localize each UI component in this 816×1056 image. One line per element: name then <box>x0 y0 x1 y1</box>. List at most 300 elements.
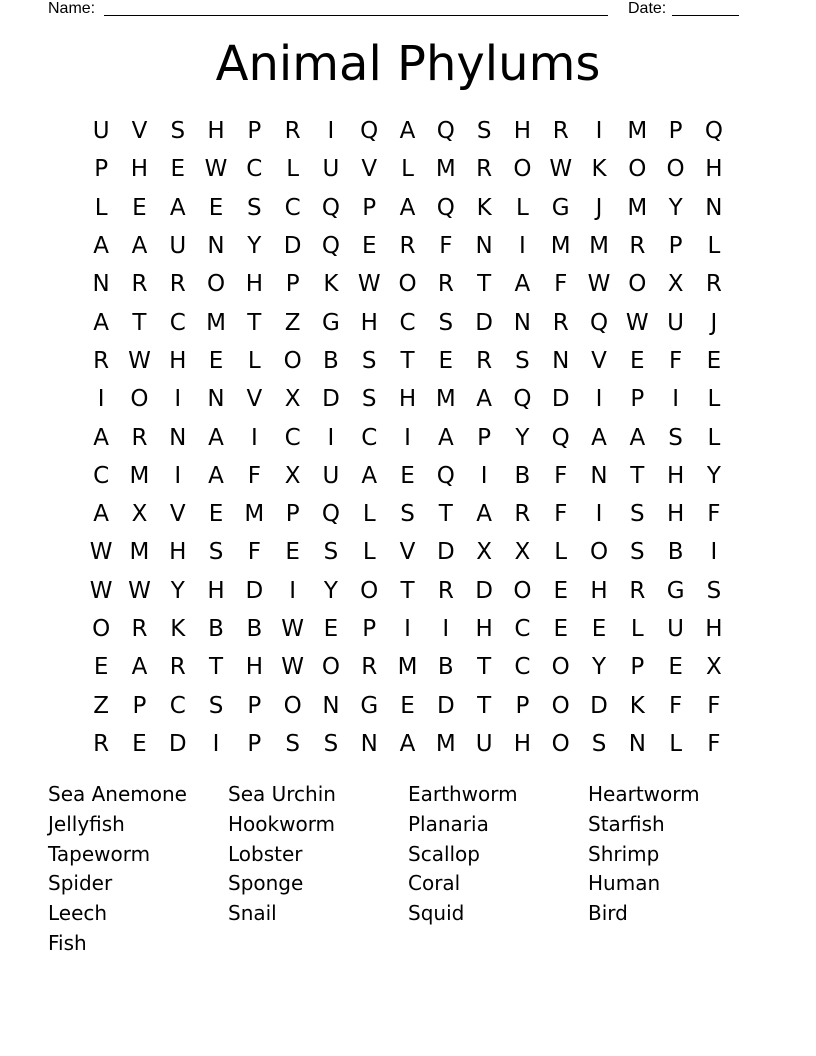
grid-letter[interactable]: I <box>174 386 182 413</box>
grid-letter[interactable]: L <box>247 347 261 374</box>
word-bank-item: Leech <box>48 901 108 926</box>
grid-letter[interactable]: W <box>625 309 649 336</box>
grid-letter[interactable]: S <box>400 501 415 528</box>
grid-letter[interactable]: L <box>707 386 721 413</box>
grid-letter[interactable]: N <box>169 424 187 451</box>
word-bank-item: Planaria <box>408 811 489 836</box>
grid-letter[interactable]: I <box>174 462 182 489</box>
grid-letter[interactable]: N <box>322 692 340 719</box>
grid-letter[interactable]: U <box>92 118 110 145</box>
grid-letter[interactable]: E <box>132 194 147 221</box>
grid-letter[interactable]: I <box>595 386 603 413</box>
grid-letter[interactable]: K <box>170 616 186 642</box>
grid-letter[interactable]: H <box>245 654 263 681</box>
grid-letter[interactable]: J <box>595 194 603 221</box>
grid-letter[interactable]: D <box>590 692 608 719</box>
grid-letter[interactable]: I <box>595 501 603 528</box>
grid-letter[interactable]: W <box>587 271 611 298</box>
grid-letter[interactable]: W <box>128 577 151 604</box>
grid-letter[interactable]: Y <box>247 233 262 260</box>
grid-letter[interactable]: S <box>630 501 645 528</box>
grid-letter[interactable]: P <box>668 233 683 260</box>
grid-letter[interactable]: R <box>437 271 454 298</box>
grid-letter[interactable]: C <box>246 156 263 183</box>
grid-letter[interactable]: X <box>284 462 301 489</box>
grid-letter[interactable]: E <box>591 616 607 642</box>
grid-letter[interactable]: G <box>551 194 570 221</box>
grid-letter[interactable]: Y <box>323 577 338 604</box>
grid-letter[interactable]: Q <box>513 386 532 413</box>
word-bank-item: Jellyfish <box>48 811 125 836</box>
grid-letter[interactable]: N <box>207 233 225 260</box>
grid-letter[interactable]: N <box>628 730 646 757</box>
grid-letter[interactable]: R <box>284 118 301 145</box>
grid-letter[interactable]: R <box>476 347 493 374</box>
grid-letter[interactable]: U <box>322 156 340 183</box>
grid-letter[interactable]: P <box>94 156 109 183</box>
grid-letter[interactable]: R <box>169 271 186 298</box>
grid-letter[interactable]: Y <box>170 577 185 604</box>
grid-letter[interactable]: N <box>513 309 532 336</box>
grid-letter[interactable]: U <box>322 462 340 489</box>
grid-letter[interactable]: P <box>285 271 300 298</box>
grid-letter[interactable]: N <box>360 730 378 757</box>
grid-letter[interactable]: B <box>514 462 531 489</box>
grid-letter[interactable]: Q <box>436 194 455 221</box>
grid-letter[interactable]: Q <box>436 462 455 489</box>
grid-letter[interactable]: A <box>476 501 492 528</box>
grid-letter[interactable]: F <box>668 692 683 719</box>
grid-letter[interactable]: J <box>710 309 718 336</box>
grid-letter[interactable]: O <box>666 156 685 183</box>
grid-letter[interactable]: S <box>438 309 454 336</box>
grid-letter[interactable]: C <box>361 424 378 451</box>
grid-letter[interactable]: T <box>438 501 453 528</box>
grid-letter[interactable]: T <box>477 692 492 719</box>
grid-letter[interactable]: A <box>208 424 224 451</box>
grid-letter[interactable]: E <box>706 347 722 374</box>
grid-letter[interactable]: M <box>589 233 609 260</box>
grid-letter[interactable]: C <box>514 654 531 681</box>
grid-letter[interactable]: A <box>591 424 607 451</box>
grid-letter[interactable]: L <box>554 539 568 566</box>
grid-letter[interactable]: C <box>284 424 301 451</box>
grid-letter[interactable]: M <box>397 654 418 681</box>
grid-letter[interactable]: L <box>707 233 721 260</box>
grid-letter[interactable]: A <box>361 462 378 489</box>
grid-letter[interactable]: R <box>552 118 569 145</box>
grid-letter[interactable]: P <box>668 118 683 145</box>
grid-letter[interactable]: M <box>435 730 456 757</box>
grid-letter[interactable]: P <box>477 424 492 451</box>
grid-letter[interactable]: K <box>591 156 607 183</box>
grid-letter[interactable]: R <box>705 271 722 298</box>
grid-letter[interactable]: I <box>250 424 258 451</box>
grid-letter[interactable]: D <box>436 692 455 719</box>
grid-letter[interactable]: T <box>400 577 415 604</box>
grid-letter[interactable]: D <box>283 233 302 260</box>
grid-letter[interactable]: F <box>554 462 568 489</box>
grid-letter[interactable]: I <box>97 386 105 413</box>
grid-letter[interactable]: E <box>93 654 109 681</box>
grid-letter[interactable]: E <box>438 347 454 374</box>
grid-letter[interactable]: F <box>439 233 453 260</box>
grid-letter[interactable]: E <box>361 233 377 260</box>
grid-letter[interactable]: R <box>476 156 493 183</box>
grid-letter[interactable]: X <box>131 501 148 528</box>
grid-letter[interactable]: I <box>289 577 297 604</box>
grid-letter[interactable]: O <box>398 271 417 298</box>
grid-letter[interactable]: R <box>131 271 148 298</box>
grid-letter[interactable]: N <box>207 386 225 413</box>
grid-letter[interactable]: Y <box>668 194 683 221</box>
grid-letter[interactable]: L <box>707 424 721 451</box>
grid-letter[interactable]: P <box>515 692 530 719</box>
grid-letter[interactable]: B <box>323 347 339 374</box>
grid-letter[interactable]: O <box>628 156 647 183</box>
grid-letter[interactable]: S <box>323 730 339 757</box>
grid-letter[interactable]: A <box>93 233 110 260</box>
grid-letter[interactable]: T <box>132 309 147 336</box>
grid-letter[interactable]: M <box>627 118 648 145</box>
grid-letter[interactable]: F <box>707 501 721 528</box>
grid-letter[interactable]: E <box>208 347 224 374</box>
word-bank-item: Heartworm <box>588 782 700 806</box>
grid-letter[interactable]: P <box>630 386 645 413</box>
grid-letter[interactable]: B <box>208 616 224 642</box>
grid-letter[interactable]: A <box>93 501 110 528</box>
grid-letter[interactable]: V <box>169 501 186 528</box>
grid-letter[interactable]: C <box>169 692 186 719</box>
grid-letter[interactable]: S <box>630 539 645 566</box>
grid-letter[interactable]: H <box>590 577 608 604</box>
grid-letter[interactable]: D <box>436 539 455 566</box>
grid-letter[interactable]: S <box>208 539 224 566</box>
word-bank-item: Sea Urchin <box>228 782 336 806</box>
grid-letter[interactable]: E <box>170 156 186 183</box>
grid-letter[interactable]: H <box>360 309 378 336</box>
grid-letter[interactable]: S <box>170 118 186 145</box>
grid-letter[interactable]: K <box>476 194 492 221</box>
grid-letter[interactable]: M <box>435 156 456 183</box>
grid-letter[interactable]: M <box>129 539 150 566</box>
grid-letter[interactable]: E <box>400 462 415 489</box>
grid-letter[interactable]: W <box>281 616 304 642</box>
grid-letter[interactable]: H <box>666 462 685 489</box>
grid-letter[interactable]: W <box>89 539 113 566</box>
grid-letter[interactable]: M <box>244 501 265 528</box>
grid-letter[interactable]: E <box>668 654 683 681</box>
grid-letter[interactable]: N <box>705 194 723 221</box>
grid-letter[interactable]: P <box>630 654 645 681</box>
grid-letter[interactable]: S <box>285 730 300 757</box>
grid-letter[interactable]: O <box>283 347 302 374</box>
grid-letter[interactable]: C <box>93 462 110 489</box>
grid-letter[interactable]: H <box>207 577 225 604</box>
grid-letter[interactable]: P <box>247 692 262 719</box>
grid-letter[interactable]: O <box>360 577 379 604</box>
grid-letter[interactable]: V <box>361 156 378 183</box>
grid-letter[interactable]: S <box>668 424 683 451</box>
grid-letter[interactable]: W <box>549 156 573 183</box>
grid-letter[interactable]: P <box>362 616 377 642</box>
grid-letter[interactable]: D <box>475 309 493 336</box>
grid-letter[interactable]: R <box>552 309 569 336</box>
grid-letter[interactable]: Y <box>706 462 721 489</box>
grid-letter[interactable]: F <box>707 692 721 719</box>
word-bank-item: Tapeworm <box>48 841 151 866</box>
grid-letter[interactable]: B <box>437 654 454 681</box>
grid-letter[interactable]: T <box>209 654 224 681</box>
grid-letter[interactable]: A <box>169 194 186 221</box>
grid-letter[interactable]: P <box>247 118 262 145</box>
grid-letter[interactable]: T <box>400 347 415 374</box>
grid-letter[interactable]: U <box>475 730 493 757</box>
grid-letter[interactable]: Y <box>591 654 607 681</box>
grid-letter[interactable]: A <box>399 118 416 145</box>
grid-letter[interactable]: I <box>404 616 411 642</box>
grid-letter[interactable]: A <box>437 424 454 451</box>
grid-letter[interactable]: O <box>551 654 570 681</box>
grid-letter[interactable]: E <box>285 539 300 566</box>
grid-letter[interactable]: R <box>514 501 531 528</box>
grid-letter[interactable]: M <box>627 194 648 221</box>
grid-letter[interactable]: E <box>630 347 645 374</box>
grid-letter[interactable]: Z <box>284 309 301 336</box>
grid-letter[interactable]: I <box>710 539 718 566</box>
grid-letter[interactable]: V <box>399 539 416 566</box>
grid-letter[interactable]: R <box>629 577 646 604</box>
grid-letter[interactable]: A <box>476 386 492 413</box>
grid-letter[interactable]: F <box>554 501 568 528</box>
worksheet-header <box>48 0 748 20</box>
grid-letter[interactable]: T <box>630 462 645 489</box>
grid-letter[interactable]: A <box>399 194 416 221</box>
grid-letter[interactable]: C <box>514 616 531 642</box>
grid-letter[interactable]: A <box>399 730 416 757</box>
grid-letter[interactable]: G <box>360 692 379 719</box>
grid-letter[interactable]: F <box>707 730 721 757</box>
grid-letter[interactable]: X <box>706 654 722 681</box>
grid-letter[interactable]: D <box>245 577 264 604</box>
grid-letter[interactable]: I <box>212 730 220 757</box>
grid-letter[interactable]: O <box>589 539 609 566</box>
grid-letter[interactable]: R <box>131 616 148 642</box>
grid-letter[interactable]: S <box>323 539 339 566</box>
grid-letter[interactable]: R <box>131 424 148 451</box>
grid-letter[interactable]: K <box>629 692 645 719</box>
grid-letter[interactable]: S <box>361 347 377 374</box>
grid-letter[interactable]: H <box>207 118 225 145</box>
word-bank-item: Hookworm <box>228 811 336 836</box>
grid-letter[interactable]: L <box>94 194 108 221</box>
grid-letter[interactable]: R <box>629 233 646 260</box>
grid-letter[interactable]: D <box>168 730 187 757</box>
grid-letter[interactable]: Q <box>589 309 609 336</box>
grid-letter[interactable]: A <box>131 233 148 260</box>
grid-letter[interactable]: P <box>362 194 377 221</box>
grid-letter[interactable]: N <box>92 271 110 298</box>
grid-letter[interactable]: I <box>595 118 603 145</box>
grid-letter[interactable]: C <box>169 309 186 336</box>
grid-letter[interactable]: H <box>705 616 723 642</box>
grid-letter[interactable]: Z <box>93 692 110 719</box>
grid-letter[interactable]: V <box>246 386 263 413</box>
grid-letter[interactable]: O <box>551 692 570 719</box>
grid-letter[interactable]: I <box>404 424 411 451</box>
grid-letter[interactable]: A <box>629 424 646 451</box>
grid-letter[interactable]: L <box>362 501 376 528</box>
grid-letter[interactable]: R <box>93 347 110 374</box>
grid-letter[interactable]: P <box>132 692 147 719</box>
grid-letter[interactable]: I <box>327 118 335 145</box>
grid-letter[interactable]: M <box>206 309 226 336</box>
grid-letter[interactable]: M <box>129 462 150 489</box>
grid-letter[interactable]: I <box>480 462 488 489</box>
grid-letter[interactable]: H <box>169 539 187 566</box>
grid-letter[interactable]: I <box>442 616 450 642</box>
grid-letter[interactable]: L <box>362 539 376 566</box>
grid-letter[interactable]: L <box>669 730 683 757</box>
grid-letter[interactable]: H <box>705 156 723 183</box>
grid-letter[interactable]: S <box>515 347 530 374</box>
grid-letter[interactable]: G <box>322 309 340 336</box>
grid-letter[interactable]: O <box>513 577 532 604</box>
grid-letter[interactable]: V <box>131 118 148 145</box>
grid-letter[interactable]: N <box>590 462 608 489</box>
grid-letter[interactable]: H <box>169 347 187 374</box>
grid-letter[interactable]: T <box>477 271 492 298</box>
grid-letter[interactable]: I <box>519 233 526 260</box>
grid-letter[interactable]: C <box>284 194 301 221</box>
word-bank-item: Human <box>588 871 661 896</box>
grid-letter[interactable]: W <box>128 347 151 374</box>
grid-letter[interactable]: E <box>132 730 147 757</box>
grid-letter[interactable]: E <box>208 501 224 528</box>
grid-letter[interactable]: U <box>169 233 187 260</box>
grid-letter[interactable]: R <box>361 654 378 681</box>
grid-letter[interactable]: O <box>321 654 340 681</box>
grid-letter[interactable]: H <box>398 386 417 413</box>
grid-letter[interactable]: T <box>477 654 492 681</box>
grid-letter[interactable]: A <box>208 462 224 489</box>
grid-letter[interactable]: U <box>667 616 685 642</box>
grid-letter[interactable]: F <box>668 347 683 374</box>
grid-letter[interactable]: H <box>513 730 532 757</box>
grid-letter[interactable]: L <box>401 156 414 183</box>
grid-letter[interactable]: P <box>247 730 262 757</box>
grid-letter[interactable]: S <box>476 118 492 145</box>
grid-letter[interactable]: B <box>667 539 684 566</box>
grid-letter[interactable]: O <box>206 271 226 298</box>
word-bank-item: Earthworm <box>408 782 518 806</box>
grid-letter[interactable]: F <box>247 462 261 489</box>
grid-letter[interactable]: T <box>247 309 262 336</box>
grid-letter[interactable]: W <box>204 156 228 183</box>
grid-letter[interactable]: O <box>283 692 302 719</box>
grid-letter[interactable]: Q <box>704 118 723 145</box>
grid-letter[interactable]: A <box>131 654 148 681</box>
grid-letter[interactable]: E <box>553 577 568 604</box>
grid-letter[interactable]: R <box>169 654 186 681</box>
grid-letter[interactable]: P <box>285 501 300 528</box>
grid-letter[interactable]: E <box>400 692 415 719</box>
grid-letter[interactable]: O <box>130 386 149 413</box>
grid-letter[interactable]: R <box>93 730 110 757</box>
grid-letter[interactable]: R <box>399 233 416 260</box>
grid-letter[interactable]: S <box>591 730 607 757</box>
grid-letter[interactable]: S <box>706 577 722 604</box>
grid-letter[interactable]: Q <box>436 118 455 145</box>
word-bank <box>48 780 768 959</box>
grid-letter[interactable]: F <box>247 539 261 566</box>
grid-letter[interactable]: H <box>666 501 685 528</box>
grid-letter[interactable]: I <box>327 424 335 451</box>
grid-letter[interactable]: A <box>93 309 110 336</box>
grid-letter[interactable]: L <box>516 194 529 221</box>
grid-letter[interactable]: X <box>667 271 684 298</box>
grid-letter[interactable]: D <box>475 577 493 604</box>
grid-letter[interactable]: Q <box>321 501 340 528</box>
grid-letter[interactable]: O <box>92 616 111 642</box>
grid-letter[interactable]: X <box>284 386 301 413</box>
grid-letter[interactable]: D <box>322 386 340 413</box>
grid-letter[interactable]: U <box>667 309 685 336</box>
grid-letter[interactable]: L <box>286 156 300 183</box>
grid-letter[interactable]: W <box>281 654 304 681</box>
grid-letter[interactable]: K <box>323 271 339 298</box>
grid-letter[interactable]: Y <box>515 424 530 451</box>
grid-letter[interactable]: D <box>551 386 570 413</box>
grid-letter[interactable]: N <box>552 347 570 374</box>
grid-letter[interactable]: C <box>399 309 416 336</box>
grid-letter[interactable]: X <box>476 539 492 566</box>
grid-letter[interactable]: E <box>553 616 568 642</box>
grid-letter[interactable]: H <box>130 156 149 183</box>
grid-letter[interactable]: G <box>666 577 685 604</box>
grid-letter[interactable]: A <box>93 424 110 451</box>
grid-letter[interactable]: N <box>475 233 493 260</box>
grid-letter[interactable]: X <box>514 539 531 566</box>
grid-letter[interactable]: F <box>554 271 568 298</box>
grid-letter[interactable]: Q <box>321 233 340 260</box>
grid-letter[interactable]: W <box>89 577 113 604</box>
grid-letter[interactable]: O <box>551 730 570 757</box>
grid-letter[interactable]: H <box>245 271 263 298</box>
grid-letter[interactable]: S <box>208 692 224 719</box>
grid-letter[interactable]: O <box>628 271 647 298</box>
grid-letter[interactable]: E <box>323 616 339 642</box>
grid-letter[interactable]: M <box>435 386 456 413</box>
grid-letter[interactable]: B <box>246 616 263 642</box>
grid-letter[interactable]: I <box>672 386 679 413</box>
grid-letter[interactable]: Q <box>360 118 379 145</box>
grid-letter[interactable]: H <box>513 118 532 145</box>
grid-letter[interactable]: R <box>437 577 454 604</box>
grid-letter[interactable]: H <box>475 616 493 642</box>
grid-letter[interactable]: E <box>208 194 224 221</box>
grid-letter[interactable]: S <box>361 386 377 413</box>
grid-letter[interactable]: A <box>514 271 531 298</box>
grid-letter[interactable]: M <box>550 233 571 260</box>
grid-letter[interactable]: V <box>591 347 607 374</box>
grid-letter[interactable]: Q <box>551 424 570 451</box>
grid-letter[interactable]: O <box>513 156 532 183</box>
grid-letter[interactable]: L <box>630 616 644 642</box>
grid-letter[interactable]: W <box>357 271 381 298</box>
grid-letter[interactable]: Q <box>321 194 340 221</box>
grid-letter[interactable]: S <box>247 194 262 221</box>
